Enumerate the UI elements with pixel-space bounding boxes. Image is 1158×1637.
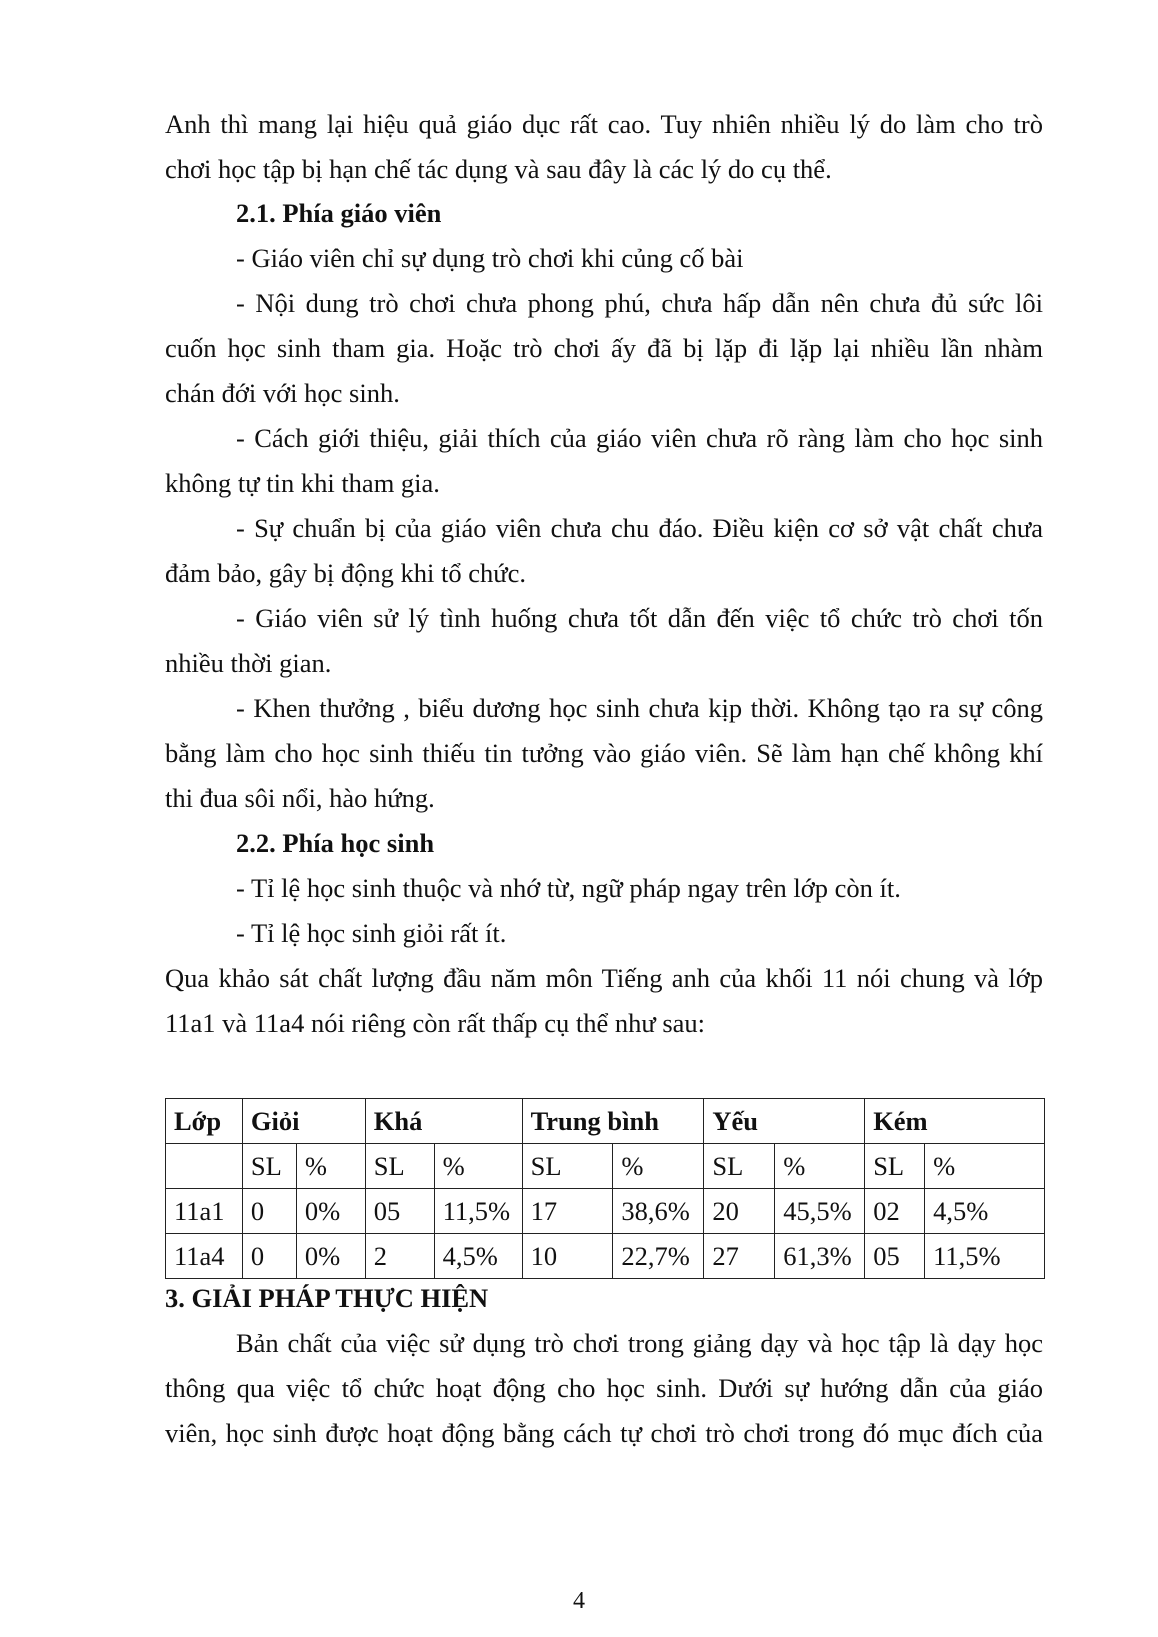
- paragraph-line: bằng làm cho học sinh thiếu tin tưởng vào giáo viên. Sẽ làm hạn chế không khí: [165, 738, 1043, 768]
- table-cell: 0: [242, 1189, 296, 1234]
- table-cell: 11,5%: [434, 1189, 522, 1234]
- survey-results-table: [165, 1098, 1045, 1279]
- table-header-cell: Kém: [865, 1099, 1045, 1144]
- paragraph-line: không tự tin khi tham gia.: [165, 468, 440, 498]
- bullet-line: - Cách giới thiệu, giải thích của giáo viên chưa rõ ràng làm cho học sinh: [236, 423, 1043, 453]
- table-subheader-cell: %: [613, 1144, 704, 1189]
- page-number: 4: [573, 1588, 585, 1614]
- paragraph-line: đảm bảo, gây bị động khi tổ chức.: [165, 558, 526, 588]
- table-cell: 11a4: [166, 1234, 243, 1279]
- table-cell: 22,7%: [613, 1234, 704, 1279]
- table-subheader-cell: %: [296, 1144, 365, 1189]
- table-cell: 05: [365, 1189, 434, 1234]
- table-cell: 4,5%: [434, 1234, 522, 1279]
- table-cell: 27: [704, 1234, 775, 1279]
- bullet-line: - Giáo viên chỉ sự dụng trò chơi khi củng cố bài: [236, 243, 744, 273]
- section-heading-2-2: 2.2. Phía học sinh: [236, 828, 435, 858]
- table-cell: 4,5%: [925, 1189, 1045, 1234]
- table-cell: 0%: [296, 1189, 365, 1234]
- bullet-line: - Giáo viên sử lý tình huống chưa tốt dẫn đến việc tổ chức trò chơi tốn: [236, 603, 1043, 633]
- table-subheader-cell: %: [775, 1144, 865, 1189]
- table-header-row: [166, 1099, 1045, 1144]
- table-header-cell: Giỏi: [242, 1099, 365, 1144]
- table-cell: 0: [242, 1234, 296, 1279]
- paragraph-line: Bản chất của việc sử dụng trò chơi trong giảng dạy và học tập là dạy học: [236, 1328, 1043, 1358]
- table-cell: 45,5%: [775, 1189, 865, 1234]
- table-cell: [166, 1144, 243, 1189]
- paragraph-line: nhiều thời gian.: [165, 648, 332, 678]
- table-cell: 0%: [296, 1234, 365, 1279]
- table-cell: 02: [865, 1189, 925, 1234]
- bullet-line: - Tỉ lệ học sinh thuộc và nhớ từ, ngữ pháp ngay trên lớp còn ít.: [236, 873, 901, 903]
- table-header-cell: Khá: [365, 1099, 522, 1144]
- table-subheader-row: [166, 1144, 1045, 1189]
- paragraph-line: cuốn học sinh tham gia. Hoặc trò chơi ấy đã bị lặp đi lặp lại nhiều lần nhàm: [165, 333, 1043, 363]
- table-cell: 11a1: [166, 1189, 243, 1234]
- table-subheader-cell: SL: [365, 1144, 434, 1189]
- table-header-cell: Yếu: [704, 1099, 865, 1144]
- table-subheader-cell: %: [434, 1144, 522, 1189]
- bullet-line: - Tỉ lệ học sinh giỏi rất ít.: [236, 918, 507, 948]
- section-heading-3: 3. GIẢI PHÁP THỰC HIỆN: [165, 1283, 489, 1313]
- table-cell: 20: [704, 1189, 775, 1234]
- paragraph-line: thông qua việc tổ chức hoạt động cho học sinh. Dưới sự hướng dẫn của giáo: [165, 1373, 1043, 1403]
- table-subheader-cell: SL: [704, 1144, 775, 1189]
- paragraph-line: Anh thì mang lại hiệu quả giáo dục rất cao. Tuy nhiên nhiều lý do làm cho trò: [165, 109, 1043, 139]
- table-row: [166, 1189, 1045, 1234]
- bullet-line: - Sự chuẩn bị của giáo viên chưa chu đáo. Điều kiện cơ sở vật chất chưa: [236, 513, 1043, 543]
- table-cell: 61,3%: [775, 1234, 865, 1279]
- table-cell: 10: [522, 1234, 613, 1279]
- table-cell: 11,5%: [925, 1234, 1045, 1279]
- bullet-line: - Nội dung trò chơi chưa phong phú, chưa hấp dẫn nên chưa đủ sức lôi: [236, 288, 1043, 318]
- paragraph-line: chơi học tập bị hạn chế tác dụng và sau đây là các lý do cụ thể.: [165, 154, 832, 184]
- paragraph-line: Qua khảo sát chất lượng đầu năm môn Tiếng anh của khối 11 nói chung và lớp: [165, 963, 1043, 993]
- table-cell: 2: [365, 1234, 434, 1279]
- table-cell: 38,6%: [613, 1189, 704, 1234]
- paragraph-line: viên, học sinh được hoạt động bằng cách tự chơi trò chơi trong đó mục đích của: [165, 1418, 1043, 1448]
- paragraph-line: chán đới với học sinh.: [165, 378, 400, 408]
- table-header-cell: Lớp: [166, 1099, 243, 1144]
- table-header-cell: Trung bình: [522, 1099, 704, 1144]
- table-subheader-cell: SL: [522, 1144, 613, 1189]
- table-subheader-cell: SL: [865, 1144, 925, 1189]
- paragraph-line: thi đua sôi nổi, hào hứng.: [165, 783, 435, 813]
- paragraph-line: 11a1 và 11a4 nói riêng còn rất thấp cụ thể như sau:: [165, 1008, 706, 1038]
- table-cell: 17: [522, 1189, 613, 1234]
- table-row: [166, 1234, 1045, 1279]
- table-subheader-cell: SL: [242, 1144, 296, 1189]
- bullet-line: - Khen thưởng , biểu dương học sinh chưa kịp thời. Không tạo ra sự công: [236, 693, 1043, 723]
- section-heading-2-1: 2.1. Phía giáo viên: [236, 198, 442, 228]
- table-subheader-cell: %: [925, 1144, 1045, 1189]
- table-cell: 05: [865, 1234, 925, 1279]
